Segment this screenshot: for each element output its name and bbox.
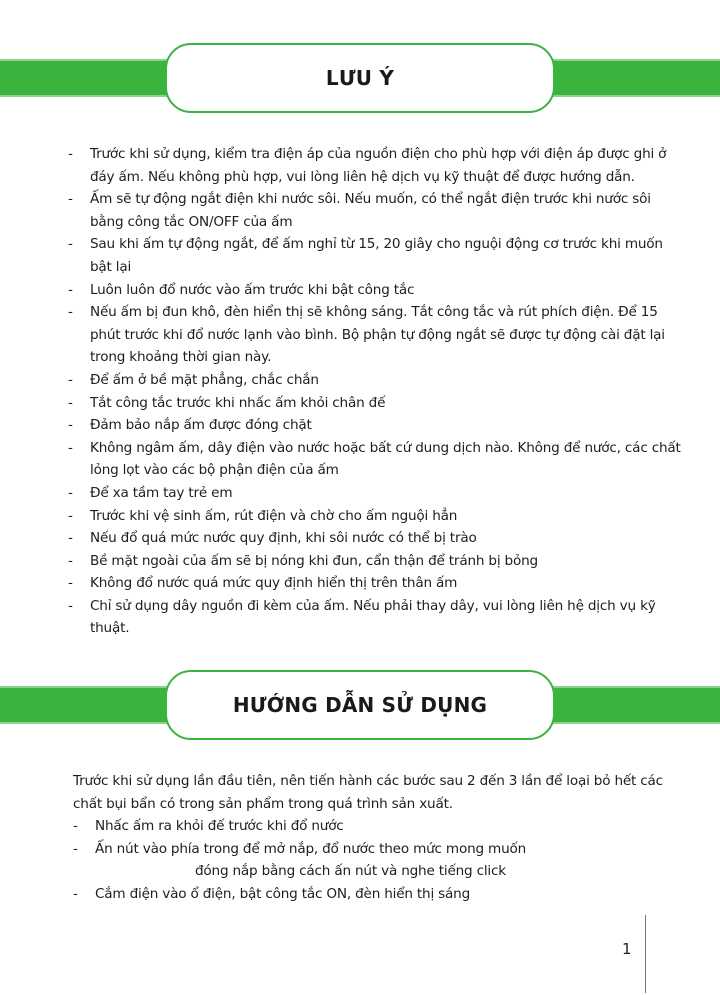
section-title: LƯU Ý	[325, 66, 395, 90]
bullet-dash: -	[68, 146, 73, 162]
page-number: 1	[622, 940, 632, 958]
bullet-dash: -	[68, 575, 73, 592]
bullet-dash: -	[68, 484, 73, 501]
list-item	[68, 279, 683, 302]
list-item	[68, 301, 683, 369]
list-item	[68, 188, 683, 233]
bullet-dash: -	[68, 439, 73, 456]
step-item	[73, 838, 685, 883]
list-item	[68, 505, 683, 528]
list-item-text: Sau khi ấm tự động ngắt, để ấm nghỉ từ 15, 20 giây cho nguội động cơ trước khi muốn bật lại	[90, 236, 663, 275]
list-item-text: Ấn nút vào phía trong để mở nắp, đổ nước theo mức mong muốn	[95, 840, 527, 857]
bullet-dash: -	[68, 597, 73, 614]
list-item-continuation: đóng nắp bằng cách ấn nút và nghe tiếng click	[195, 863, 506, 880]
list-item-text: Nếu ấm bị đun khô, đèn hiển thị sẽ không sáng. Tắt công tắc và rút phích điện. Để 15 phút trước khi đổ nước lạnh vào bình. Bộ phận tự động ngắt sẽ được tự động cài đặt lại trong khoảng thời gian này.	[90, 304, 665, 366]
list-item-text: Để xa tầm tay trẻ em	[90, 484, 233, 501]
list-item	[68, 437, 683, 482]
list-item-text: Tắt công tắc trước khi nhấc ấm khỏi chân đế	[90, 394, 386, 411]
list-item-text: Nếu đổ quá mức nước quy định, khi sôi nước có thể bị trào	[90, 530, 477, 547]
steps-list	[73, 815, 685, 905]
list-item	[68, 550, 683, 573]
bullet-dash: -	[68, 191, 73, 208]
bullet-dash: -	[68, 552, 73, 569]
instructions-intro: Trước khi sử dụng lần đầu tiên, nên tiến hành các bước sau 2 đến 3 lần để loại bỏ hết các chất bụi bẩn có trong sản phẩm trong quá trình sản xuất.	[73, 773, 663, 812]
banner-pill	[165, 43, 555, 113]
list-item	[68, 572, 683, 595]
bullet-dash: -	[73, 818, 78, 834]
list-item-text: Luôn luôn đổ nước vào ấm trước khi bật công tắc	[90, 281, 415, 298]
list-item-text: Đảm bảo nắp ấm được đóng chặt	[90, 417, 312, 434]
list-item-text: Trước khi sử dụng, kiểm tra điện áp của nguồn điện cho phù hợp với điện áp được ghi ở đáy ấm. Nếu không phù hợp, vui lòng liên hệ dịch vụ kỹ thuật để được hướng dẫn.	[90, 146, 667, 185]
list-item-text: Không đổ nước quá mức quy định hiển thị trên thân ấm	[90, 575, 458, 592]
list-item	[68, 527, 683, 550]
bullet-dash: -	[68, 417, 73, 434]
list-item-text: Không ngâm ấm, dây điện vào nước hoặc bất cứ dung dịch nào. Không để nước, các chất lỏng lọt vào các bộ phận điện của ấm	[90, 439, 681, 479]
notes-list	[68, 143, 683, 640]
list-item-text: Để ấm ở bề mặt phẳng, chắc chắn	[90, 371, 319, 388]
list-item	[68, 143, 683, 188]
list-item-text: Bề mặt ngoài của ấm sẽ bị nóng khi đun, cẩn thận để tránh bị bỏng	[90, 552, 538, 569]
bullet-dash: -	[68, 236, 73, 253]
bullet-dash: -	[68, 394, 73, 411]
list-item-text: Chỉ sử dụng dây nguồn đi kèm của ấm. Nếu phải thay dây, vui lòng liên hệ dịch vụ kỹ thuật.	[90, 597, 656, 637]
section-banner-notes	[0, 43, 720, 113]
bullet-dash: -	[68, 530, 73, 547]
bullet-dash: -	[73, 885, 78, 902]
step-item	[73, 815, 685, 838]
list-item	[68, 482, 683, 505]
banner-pill	[165, 670, 555, 740]
step-item	[73, 883, 685, 906]
footer-divider	[645, 915, 646, 993]
bullet-dash: -	[68, 281, 73, 298]
list-item-text: Nhấc ấm ra khỏi đế trước khi đổ nước	[95, 818, 344, 834]
bullet-dash: -	[68, 507, 73, 524]
list-item	[68, 414, 683, 437]
list-item-text: Cắm điện vào ổ điện, bật công tắc ON, đèn hiển thị sáng	[95, 885, 471, 902]
bullet-dash: -	[73, 840, 78, 857]
list-item-text: Trước khi vệ sinh ấm, rút điện và chờ cho ấm nguội hẳn	[90, 507, 458, 524]
list-item	[68, 233, 683, 278]
section-banner-instructions	[0, 670, 720, 740]
section-title: HƯỚNG DẪN SỬ DỤNG	[232, 693, 488, 717]
bullet-dash: -	[68, 304, 73, 321]
list-item	[68, 595, 683, 640]
list-item	[68, 392, 683, 415]
bullet-dash: -	[68, 371, 73, 388]
list-item	[68, 369, 683, 392]
list-item-text: Ấm sẽ tự động ngắt điện khi nước sôi. Nếu muốn, có thể ngắt điện trước khi nước sôi bằng công tắc ON/OFF của ấm	[90, 191, 651, 230]
